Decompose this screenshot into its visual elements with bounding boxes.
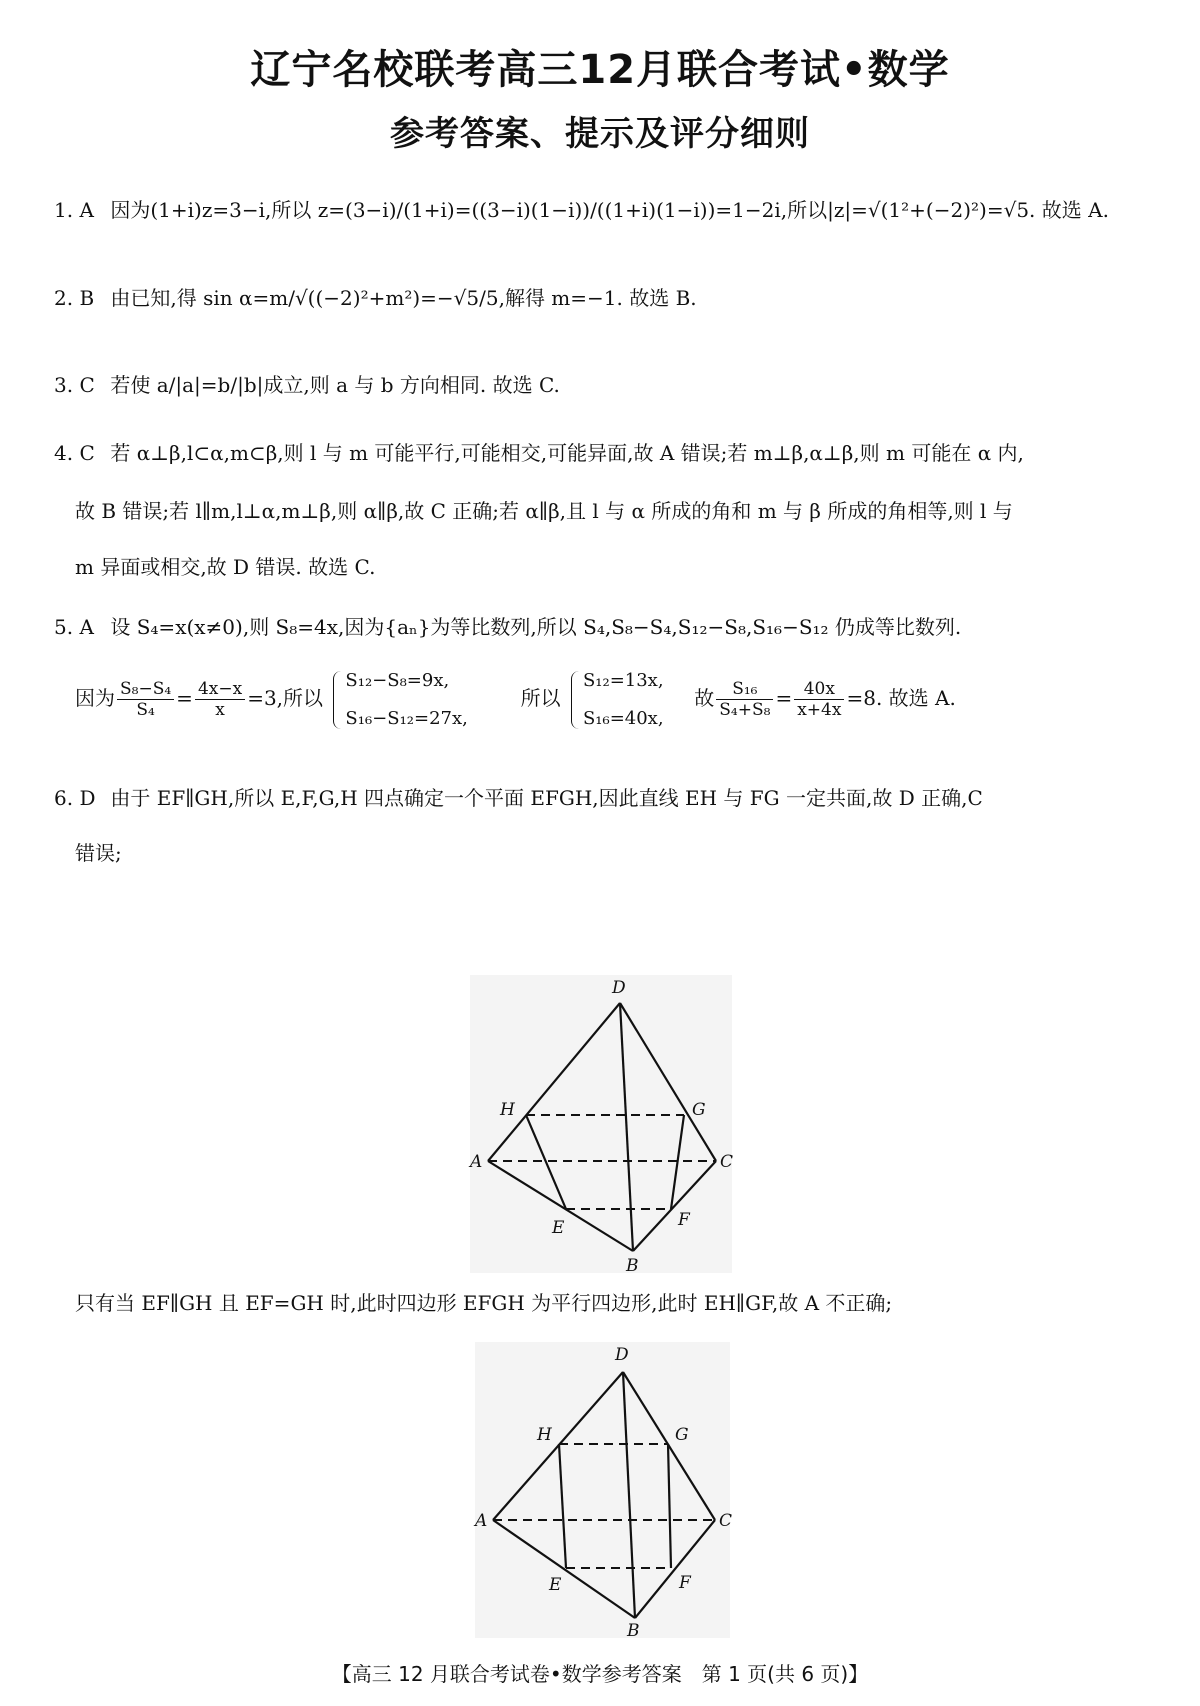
equation-system (567, 669, 664, 731)
vertex-label: C (719, 1511, 733, 1531)
answer-text: 若使 a/|a|=b/|b|成立,则 a 与 b 方向相同. 故选 C. (110, 373, 560, 397)
numerator: S₁₆ (732, 679, 758, 699)
answer-6 (54, 783, 1154, 813)
vertex-label: F (678, 1210, 690, 1230)
answer-3 (54, 370, 1154, 400)
answer-6-line-3: 只有当 EF∥GH 且 EF=GH 时,此时四边形 EFGH 为平行四边形,此时 EH∥GF,故 A 不正确; (75, 1291, 893, 1315)
answer-6-line-2: 错误; (75, 841, 122, 865)
answer-number: 6. D (54, 786, 96, 810)
answer-4 (54, 438, 1154, 468)
answer-number: 2. B (54, 286, 95, 310)
answer-4-line-2: 故 B 错误;若 l∥m,l⊥α,m⊥β,则 α∥β,故 C 正确;若 α∥β,且 l 与 α 所成的角和 m 与 β 所成的角相等,则 l 与 (75, 499, 1013, 523)
equation: S₁₆−S₁₂=27x, (345, 707, 468, 729)
text-segment: 所以 (520, 686, 561, 710)
vertex-label: D (615, 1345, 629, 1365)
vertex-label: F (679, 1573, 691, 1593)
text-segment: =8. 故选 A. (846, 686, 956, 710)
text-segment: = (176, 686, 193, 710)
numerator: S₈−S₄ (120, 679, 172, 699)
tetrahedron-figure-2 (475, 1342, 733, 1641)
vertex-label: C (720, 1152, 734, 1172)
answer-5-line-2 (75, 668, 956, 731)
answer-4-line-3: m 异面或相交,故 D 错误. 故选 C. (75, 555, 376, 579)
equation: S₁₂−S₈=9x, (345, 669, 450, 691)
vertex-label: A (470, 1152, 483, 1172)
fraction (195, 679, 245, 720)
vertex-label: H (537, 1425, 552, 1445)
vertex-label: B (627, 1621, 640, 1641)
answer-number: 1. A (54, 198, 94, 222)
fraction (117, 679, 174, 720)
numerator: 40x (803, 679, 835, 699)
equation-system (329, 669, 467, 731)
answer-number: 4. C (54, 441, 95, 465)
vertex-label: E (549, 1575, 562, 1595)
fraction (794, 679, 844, 720)
answer-1 (54, 195, 1154, 225)
vertex-label: D (612, 978, 626, 998)
text-segment: 故 (694, 686, 715, 710)
vertex-label: G (675, 1425, 689, 1445)
answer-number: 3. C (54, 373, 95, 397)
answer-text-line: 若 α⊥β,l⊂α,m⊂β,则 l 与 m 可能平行,可能相交,可能异面,故 A 错误;若 m⊥β,α⊥β,则 m 可能在 α 内, (110, 441, 1024, 465)
equation: S₁₂=13x, (582, 669, 664, 691)
text-segment: 因为 (75, 686, 115, 710)
answer-text: 因为(1+i)z=3−i,所以 z=(3−i)/(1+i)=((3−i)(1−i))/((1+i)(1−i))=1−2i,所以|z|=√(1²+(−2)²)=√5. 故选 A. (110, 198, 1109, 222)
text-segment: =3,所以 (247, 686, 324, 710)
answer-text-line: 设 S₄=x(x≠0),则 S₈=4x,因为{aₙ}为等比数列,所以 S₄,S₈−S₄,S₁₂−S₈,S₁₆−S₁₂ 仍成等比数列. (110, 615, 962, 639)
answer-text: 由已知,得 sin α=m/√((−2)²+m²)=−√5/5,解得 m=−1. 故选 B. (110, 286, 697, 310)
answer-5 (54, 612, 1154, 642)
equation: S₁₆=40x, (582, 707, 664, 729)
fraction (716, 679, 773, 720)
denominator: x+4x (794, 699, 844, 720)
page-footer: 【高三 12 月联合考试卷•数学参考答案 第 1 页(共 6 页)】 (331, 1662, 869, 1686)
answer-number: 5. A (54, 615, 94, 639)
vertex-label: E (552, 1218, 565, 1238)
denominator: S₄+S₈ (716, 699, 773, 720)
vertex-label: B (626, 1256, 639, 1276)
answer-text-line: 由于 EF∥GH,所以 E,F,G,H 四点确定一个平面 EFGH,因此直线 EH 与 FG 一定共面,故 D 正确,C (110, 786, 983, 810)
vertex-label: A (475, 1511, 488, 1531)
denominator: S₄ (117, 699, 174, 720)
denominator: x (195, 699, 245, 720)
text-segment: = (775, 686, 793, 710)
numerator: 4x−x (197, 679, 243, 699)
page-title: 辽宁名校联考高三12月联合考试•数学 (250, 47, 950, 93)
tetrahedron-figure-1 (470, 975, 734, 1276)
vertex-label: H (500, 1100, 515, 1120)
answer-2 (54, 283, 1154, 313)
vertex-label: G (692, 1100, 706, 1120)
page-subtitle: 参考答案、提示及评分细则 (390, 114, 810, 154)
